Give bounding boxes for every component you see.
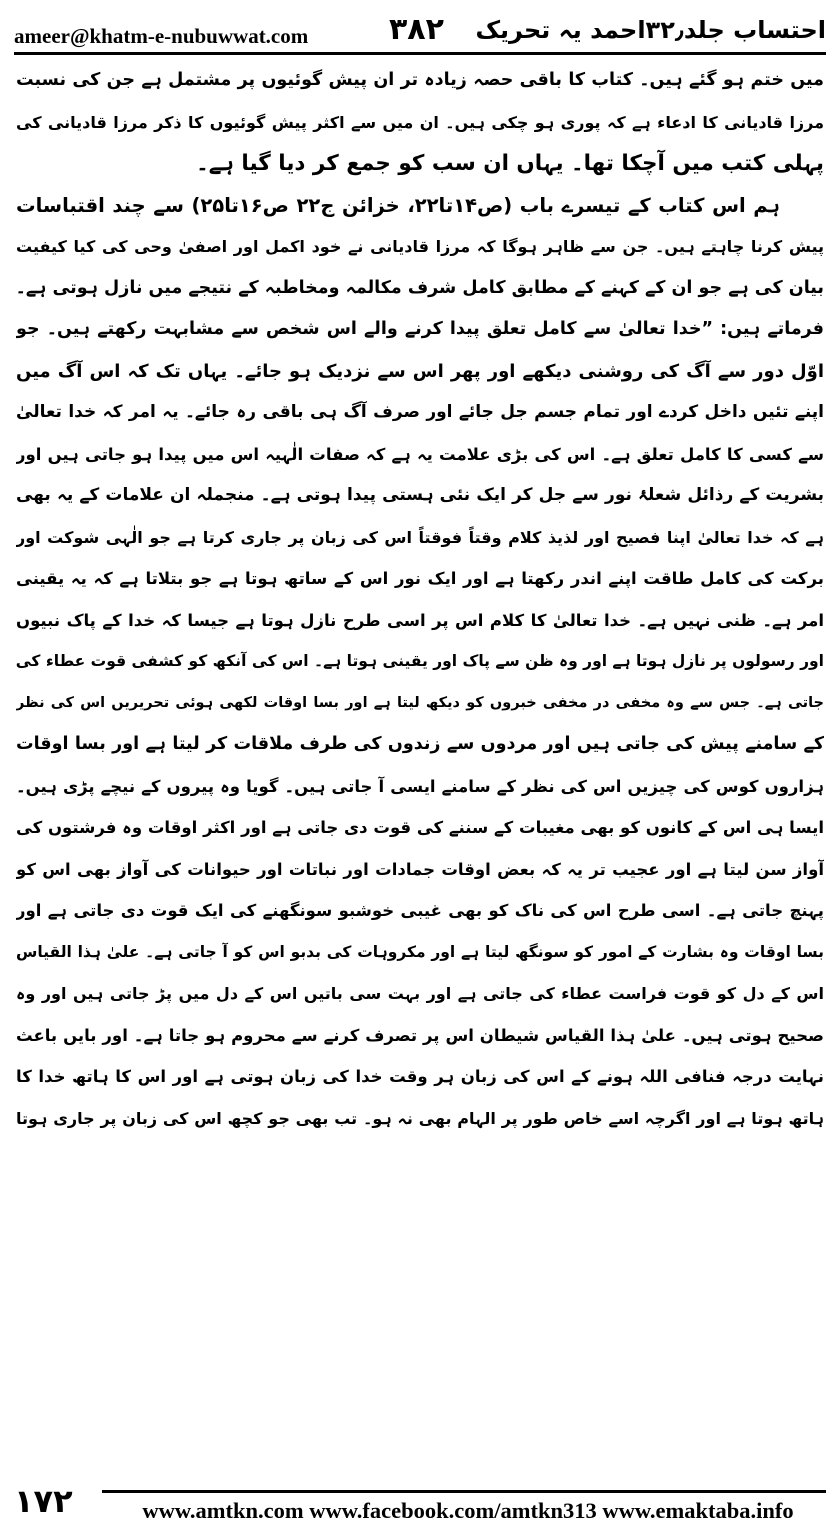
text-line: میں ختم ہو گئے ہیں۔ کتاب کا باقی حصہ زیادہ تر ان پیش گوئیوں پر مشتمل ہے جن کی نسبت: [16, 70, 824, 90]
text-line: بسا اوقات وہ بشارت کے امور کو سونگھ لیتا ہے اور مکروہات کی بدبو اس کو آ جاتی ہے۔ علیٰ ہذا القیاس: [16, 942, 824, 961]
text-line: پیش کرنا چاہتے ہیں۔ جن سے ظاہر ہوگا کہ مرزا قادیانی نے خود اکمل اور اصفیٰ وحی کی کیا کیفیت: [16, 237, 824, 256]
text-line: آواز سن لیتا ہے اور عجیب تر یہ کہ بعض اوقات جمادات اور نباتات اور حیوانات کی آواز بھی اس کو: [16, 859, 824, 879]
text-line: اوّل دور سے آگ کی روشنی دیکھے اور پھر اس سے نزدیک ہو جائے۔ یہاں تک کہ اس آگ میں: [16, 360, 824, 382]
text-line: ہم اس کتاب کے تیسرے باب (ص۱۴تا۲۲، خزائن ج۲۲ ص۱۶تا۲۵) سے چند اقتباسات: [16, 193, 780, 217]
header-rule: [14, 52, 826, 55]
page-footer: [14, 1480, 826, 1532]
text-line: امر ہے۔ ظنی نہیں ہے۔ خدا تعالیٰ کا کلام اس پر اسی طرح نازل ہوتا ہے جیسا کہ خدا کے پاک نبیوں: [16, 610, 824, 630]
text-line: پہلی کتب میں آچکا تھا۔ یہاں ان سب کو جمع کر دیا گیا ہے۔: [196, 151, 824, 176]
text-line: مرزا قادیانی کا ادعاء ہے کہ پوری ہو چکی ہیں۔ ان میں سے اکثر پیش گوئیوں کا ذکر مرزا قادیانی کی: [16, 112, 824, 132]
text-line: برکت کی کامل طاقت اپنے اندر رکھتا ہے اور ایک نور اس کے ساتھ ہوتا ہے جو بتلاتا ہے کہ یہ یقینی: [16, 569, 824, 588]
text-line: جاتی ہے۔ جس سے وہ مخفی در مخفی خبروں کو دیکھ لیتا ہے اور بسا اوقات لکھی ہوئی تحریریں اس کی نظر: [16, 694, 824, 711]
header-email: ameer@khatm-e-nubuwwat.com: [14, 24, 309, 48]
text-line: ہزاروں کوس کی چیزیں اس کی نظر کے سامنے ایسی آ جاتی ہیں۔ گویا وہ پیروں کے نیچے پڑی ہیں۔: [16, 776, 824, 796]
text-line: ہے کہ خدا تعالیٰ اپنا فصیح اور لذیذ کلام وقتاً فوقتاً اس کی زبان پر جاری کرتا ہے جو الٰہی شوکت اور: [16, 527, 824, 547]
footer-rule: [102, 1490, 826, 1493]
text-line: پہنچ جاتی ہے۔ اسی طرح اس کی ناک کو بھی غیبی خوشبو سونگھنے کی ایک قوت دی جاتی ہے اور: [16, 901, 824, 920]
text-line: اور رسولوں پر نازل ہوتا ہے اور وہ ظن سے پاک اور یقینی ہوتا ہے۔ اس کی آنکھ کو کشفی قوت عطاء کی: [16, 652, 824, 670]
body-text: [16, 60, 824, 1472]
running-title: احتساب جلد۳۲٫احمد یہ تحریک: [475, 16, 826, 44]
text-line: کے سامنے پیش کی جاتی ہیں اور مردوں سے زندوں کی طرف ملاقات کر لیتا ہے اور بسا اوقات: [16, 734, 824, 754]
text-line: ایسا ہی اس کے کانوں کو بھی مغیبات کے سننے کی قوت دی جاتی ہے اور اکثر اوقات وہ فرشتوں کی: [16, 818, 824, 837]
page-header: [14, 12, 826, 52]
text-line: ہاتھ ہوتا ہے اور اگرچہ اسے خاص طور پر الہام بھی نہ ہو۔ تب بھی جو کچھ اس کی زبان پر جاری ہوتا: [16, 1108, 824, 1128]
footer-links: www.amtkn.com www.facebook.com/amtkn313 www.emaktaba.info: [142, 1498, 794, 1523]
page-number: ۳۸۲: [389, 12, 444, 47]
text-line: بیان کی ہے جو ان کے کہنے کے مطابق کامل شرف مکالمہ ومخاطبہ کے نتیجے میں نازل ہوتی ہے۔: [16, 277, 824, 298]
text-line: نہایت درجہ فنافی اللہ ہونے کے اس کی زبان ہر وقت خدا کی زبان ہوتی ہے اور اس کا ہاتھ خدا کا: [16, 1067, 824, 1086]
text-line: بشریت کے رذائل شعلۂ نور سے جل کر ایک نئی ہستی پیدا ہوتی ہے۔ منجملہ ان علامات کے یہ بھی: [16, 485, 824, 505]
text-line: اس کے دل کو قوت فراست عطاء کی جاتی ہے اور بہت سی باتیں اس کے دل میں پڑ جاتی ہیں اور وہ: [16, 984, 824, 1003]
text-line: اپنے تئیں داخل کردے اور تمام جسم جل جائے اور صرف آگ ہی باقی رہ جائے۔ یہ امر کہ خدا تعالیٰ: [16, 402, 824, 422]
folio-number: ۱۷۲: [14, 1482, 73, 1520]
text-line: صحیح ہوتی ہیں۔ علیٰ ہذا القیاس شیطان اس پر تصرف کرنے سے محروم ہو جاتا ہے۔ اور بایں باعث: [16, 1025, 824, 1045]
text-line: سے کسی کا کامل تعلق ہے۔ اس کی بڑی علامت یہ ہے کہ صفات الٰہیہ اس میں پیدا ہو جاتی ہیں اور: [16, 444, 824, 464]
text-line: فرماتے ہیں: ”خدا تعالیٰ سے کامل تعلق پیدا کرنے والے اس شخص سے مشابہت رکھتے ہیں۔ جو: [16, 319, 824, 339]
